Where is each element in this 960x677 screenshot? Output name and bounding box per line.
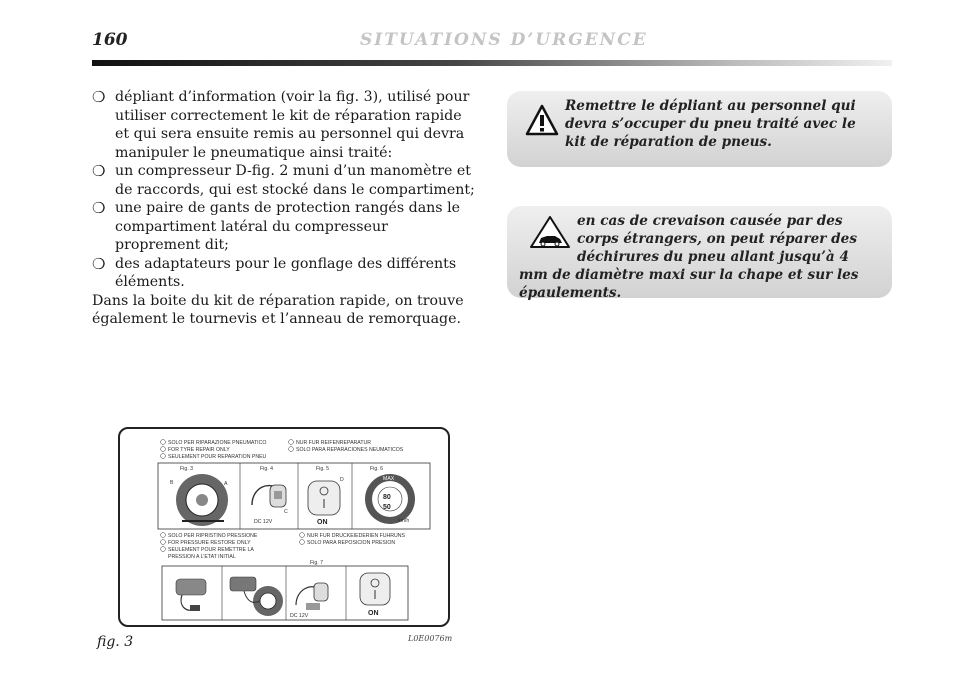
bullet-item [92,162,477,199]
on-label: ON [317,519,328,526]
plug-illustration [290,583,328,619]
letter-c: C [284,509,288,515]
compressor-tyre-illustration [230,577,283,616]
figure-frame [118,427,450,627]
body-paragraph: Dans la boite du kit de réparation rapide, on trouve également le tournevis et l’anneau de remorquage. [92,292,464,327]
tyre-illustration [170,474,228,526]
panel-label: Fig. 7 [310,560,323,566]
panel-label: Fig. 5 [316,466,329,472]
bullet-circle-icon: ❍ [92,199,106,217]
warning-text: en cas de crevaison causée par des corps étrangers, on peut réparer des déchirures du pneu allant jusqu’à 4 mm de diamètre maxi sur la chape et sur les épaulements. [519,213,859,301]
label-fr-cont: PRESSION A L’ETAT INITIAL [168,554,236,560]
repair-kit-leaflet-illustration [120,429,448,625]
label-it: SOLO PER RIPRISTINO PRESSIONE [168,533,258,539]
top-label-left [161,440,267,460]
letter-b: B [170,480,174,486]
bullet-circle-icon: ❍ [92,162,106,180]
on-label: ON [368,610,379,617]
label-fr: SEULEMENT POUR REPARATION PNEU [168,454,267,460]
bullet-text: une paire de gants de protection rangés dans le compartiment latéral du compresseur proprement dit; [115,200,461,253]
warning-box-crevaison [507,206,892,301]
header-rule [92,60,892,66]
bullet-circle-icon: ❍ [92,254,106,273]
bullet-text: dépliant d’information (voir la fig. 3), utilisé pour utiliser correctement le kit de réparation rapide et qui sera ensuite remis au personnel qui devra manipuler le pneumatique ainsi traité: [115,89,470,161]
switch-illustration [308,477,344,526]
panel-label: Fig. 6 [370,466,383,472]
label-es: SOLO PARA REPOSICION PRESION [307,540,396,546]
gauge-min-value: 50 [383,504,391,511]
switch-illustration [360,573,390,617]
label-de: NUR FUR REIFENREPARATUR [296,440,372,446]
panel-label: Fig. 4 [260,466,273,472]
car-warning-icon [527,214,573,250]
top-label-right [289,440,404,453]
speed-limit-gauge [365,474,415,524]
label-de: NUR FUR DRUCKEIEDERIEN FUHRUNS [307,533,405,539]
figure-caption: fig. 3 [97,634,134,650]
letter-a: A [224,481,228,487]
bullet-item [92,255,477,292]
gauge-unit: km/h [398,518,410,524]
label-it: SOLO PER RIPARAZIONE PNEUMATICO [168,440,267,446]
bullet-item [92,88,477,162]
warning-text: Remettre le dépliant au personnel qui devra s’occuper du pneu traité avec le kit de réparation de pneus. [565,98,856,150]
figure-code: L0E0076m [408,634,453,643]
label-es: SOLO PARA REPARACIONES NEUMATICOS [296,447,404,453]
warning-triangle-icon [525,104,559,136]
bullet-text: un compresseur D-fig. 2 muni d’un manomètre et de raccords, qui est stocké dans le compartiment; [115,163,475,198]
warning-box-dépliant [507,91,892,167]
compressor-illustration [176,579,206,611]
label-en: FOR TYRE REPAIR ONLY [168,447,230,453]
page-number: 160 [92,30,128,50]
gauge-max-word: MAX [383,476,395,482]
section-title: SITUATIONS D’URGENCE [360,30,648,50]
gauge-max-value: 80 [383,494,391,501]
mid-label-left [161,533,258,560]
voltage-label: DC 12V [254,519,273,525]
bullet-item [92,199,477,255]
panel-label: Fig. 3 [180,466,193,472]
voltage-label: DC 12V [290,613,309,619]
left-column [92,88,477,329]
plug-illustration [252,485,288,525]
letter-d: D [340,477,344,483]
label-fr: SEULEMENT POUR REMETTRE LA [168,547,254,553]
bullet-circle-icon: ❍ [92,88,106,106]
bullet-text: des adaptateurs pour le gonflage des différents éléments. [115,255,457,290]
label-en: FOR PRESSURE RESTORE ONLY [168,540,251,546]
mid-label-right [300,533,406,546]
